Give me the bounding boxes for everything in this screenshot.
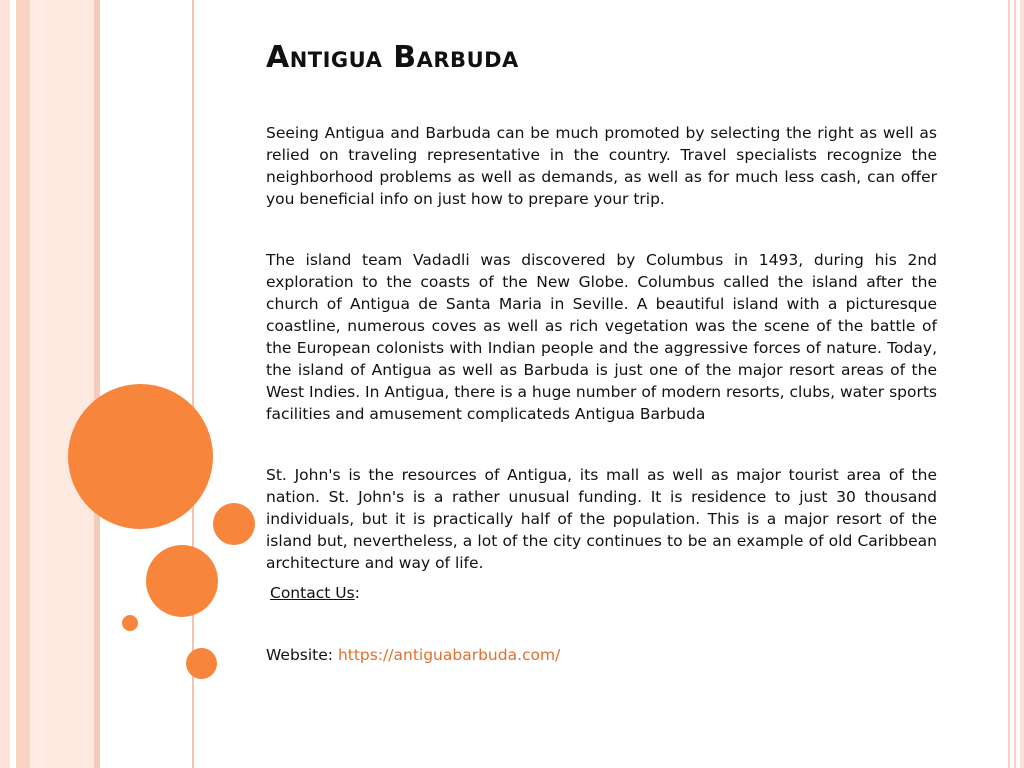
slide-content: [266, 40, 937, 666]
paragraph: The island team Vadadli was discovered by Columbus in 1493, during his 2nd exploration to the coasts of the New Globe. Columbus called the island after the church of Antigua de Santa Maria in Seville. A beautiful island with a picturesque coastline, numerous coves as well as rich vegetation was the scene of the battle of the European colonists with Indian people and the aggressive forces of nature. Today, the island of Antigua as well as Barbuda is just one of the major resort areas of the West Indies. In Antigua, there is a huge number of modern resorts, clubs, water sports facilities and amusement complicateds Antigua Barbuda: [266, 251, 937, 423]
decor-circle-large: [68, 384, 213, 529]
paragraph: St. John's is the resources of Antigua, its mall as well as major tourist area of the nation. St. John's is a rather unusual funding. It is residence to just 30 thousand individuals, but it is practically half of the population. This is a major resort of the island but, nevertheless, a lot of the city continues to be an example of old Caribbean architecture and way of life.: [266, 466, 937, 572]
paragraph: Seeing Antigua and Barbuda can be much promoted by selecting the right as well as relied on traveling representative in the country. Travel specialists recognize the neighborhood problems as well as demands, as well as for much less cash, can offer you beneficial info on just how to prepare your trip.: [266, 124, 937, 208]
website-label: Website:: [266, 646, 338, 664]
decor-line-right: [1014, 0, 1016, 768]
decor-stripe: [16, 0, 30, 768]
contact-suffix: :: [354, 584, 360, 602]
decor-circle-small: [186, 648, 217, 679]
decor-circle-tiny: [122, 615, 138, 631]
decor-line-right: [1020, 0, 1024, 768]
slide-title: Antigua Barbuda: [266, 40, 519, 75]
website-link[interactable]: https://antiguabarbuda.com/: [337, 646, 561, 664]
decor-circle-small: [213, 503, 255, 545]
decor-circle-medium: [146, 545, 218, 617]
website-line: [266, 644, 937, 666]
decor-stripe: [46, 0, 94, 768]
decor-stripe: [30, 0, 46, 768]
contact-line: [266, 582, 937, 604]
contact-us-link[interactable]: Contact Us: [270, 584, 355, 602]
decor-stripe: [0, 0, 10, 768]
decor-line-right: [1008, 0, 1010, 768]
